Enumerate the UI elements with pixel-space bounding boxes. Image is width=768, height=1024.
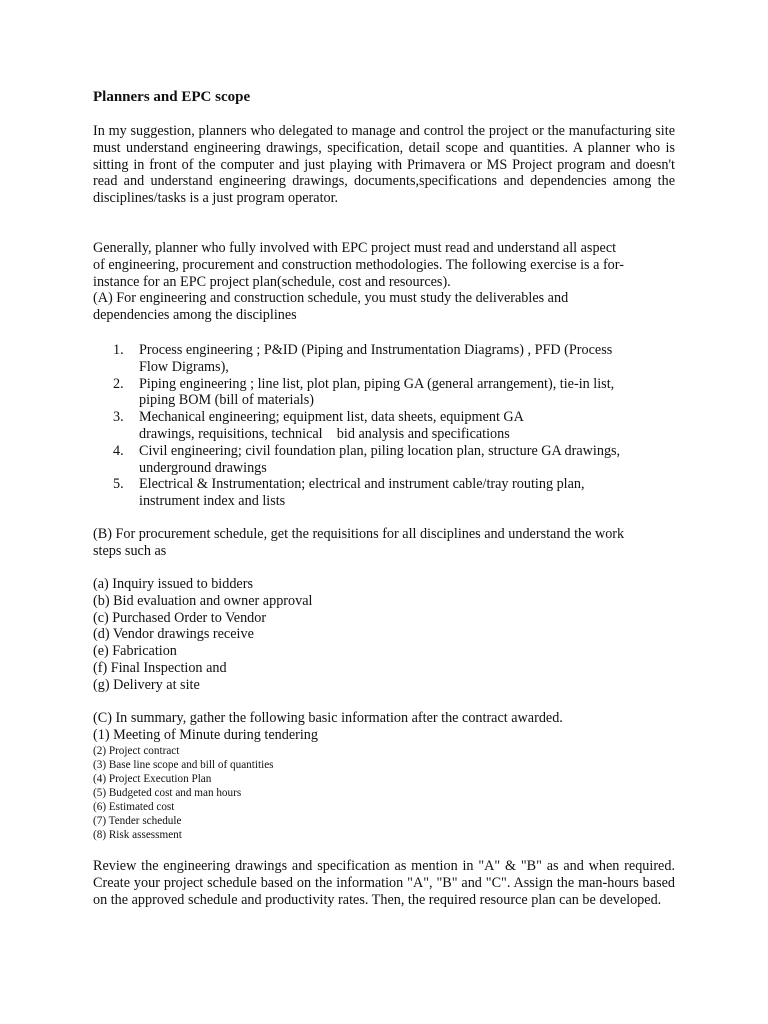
general-line: of engineering, procurement and construction methodologies. The following exercise is a for- <box>93 256 624 273</box>
general-paragraph <box>93 240 675 324</box>
summary-item: (4) Project Execution Plan <box>93 772 212 785</box>
summary-item: (1) Meeting of Minute during tendering <box>93 726 318 743</box>
summary-item: (6) Estimated cost <box>93 800 175 813</box>
disciplines-list <box>113 342 675 510</box>
step-item: (g) Delivery at site <box>93 676 200 693</box>
summary-item: (3) Base line scope and bill of quantities <box>93 758 274 771</box>
summary-item: (5) Budgeted cost and man hours <box>93 786 242 799</box>
list-item: 1. Process engineering ; P&ID (Piping and Instrumentation Diagrams) , PFD (Process Flow Digrams), <box>113 342 613 375</box>
closing-paragraph: Review the engineering drawings and specification as mention in "A" & "B" as and when required. Create your project schedule based on the information "A", "B" and "C". Assign the man-hours based on the approved schedule and productivity rates. Then, the required resource plan can be developed. <box>93 858 675 908</box>
summary-heading: (C) In summary, gather the following basic information after the contract awarded. <box>93 710 563 726</box>
general-line: Generally, planner who fully involved with EPC project must read and understand all aspect <box>93 240 617 256</box>
step-item: (c) Purchased Order to Vendor <box>93 609 267 626</box>
general-line: dependencies among the disciplines <box>93 307 297 324</box>
page-title: Planners and EPC scope <box>93 89 251 105</box>
summary-section <box>93 710 675 842</box>
step-item: (f) Final Inspection and <box>93 659 227 676</box>
intro-paragraph: In my suggestion, planners who delegated to manage and control the project or the manufacturing site must understand engineering drawings, specification, detail scope and quantities. A planner who is sitting in front of the computer and just playing with Primavera or MS Project program and doesn't read and understand engineering drawings, documents,specifications and dependencies among the disciplines/tasks is a just program operator. <box>93 123 675 207</box>
list-item: 5. Electrical & Instrumentation; electrical and instrument cable/tray routing plan, instrument index and lists <box>113 476 585 510</box>
procurement-paragraph: (B) For procurement schedule, get the requisitions for all disciplines and understand the work steps such as <box>93 526 625 559</box>
step-item: (b) Bid evaluation and owner approval <box>93 592 313 609</box>
list-item: 4. Civil engineering; civil foundation plan, piling location plan, structure GA drawings, underground drawings <box>113 442 621 476</box>
general-line: (A) For engineering and construction schedule, you must study the deliverables and <box>93 290 569 307</box>
list-item: 3. Mechanical engineering; equipment list, data sheets, equipment GA drawings, requisitions, technical bid analysis and specifications <box>113 409 524 442</box>
summary-item: (8) Risk assessment <box>93 828 182 841</box>
summary-item: (7) Tender schedule <box>93 814 182 827</box>
summary-list <box>93 744 675 842</box>
general-line: instance for an EPC project plan(schedule, cost and resources). <box>93 273 451 290</box>
step-item: (a) Inquiry issued to bidders <box>93 576 253 592</box>
list-item: 2. Piping engineering ; line list, plot plan, piping GA (general arrangement), tie-in list, piping BOM (bill of materials) <box>113 375 615 409</box>
procurement-steps <box>93 576 675 694</box>
summary-item: (2) Project contract <box>93 744 180 757</box>
step-item: (d) Vendor drawings receive <box>93 626 254 643</box>
step-item: (e) Fabrication <box>93 643 177 660</box>
